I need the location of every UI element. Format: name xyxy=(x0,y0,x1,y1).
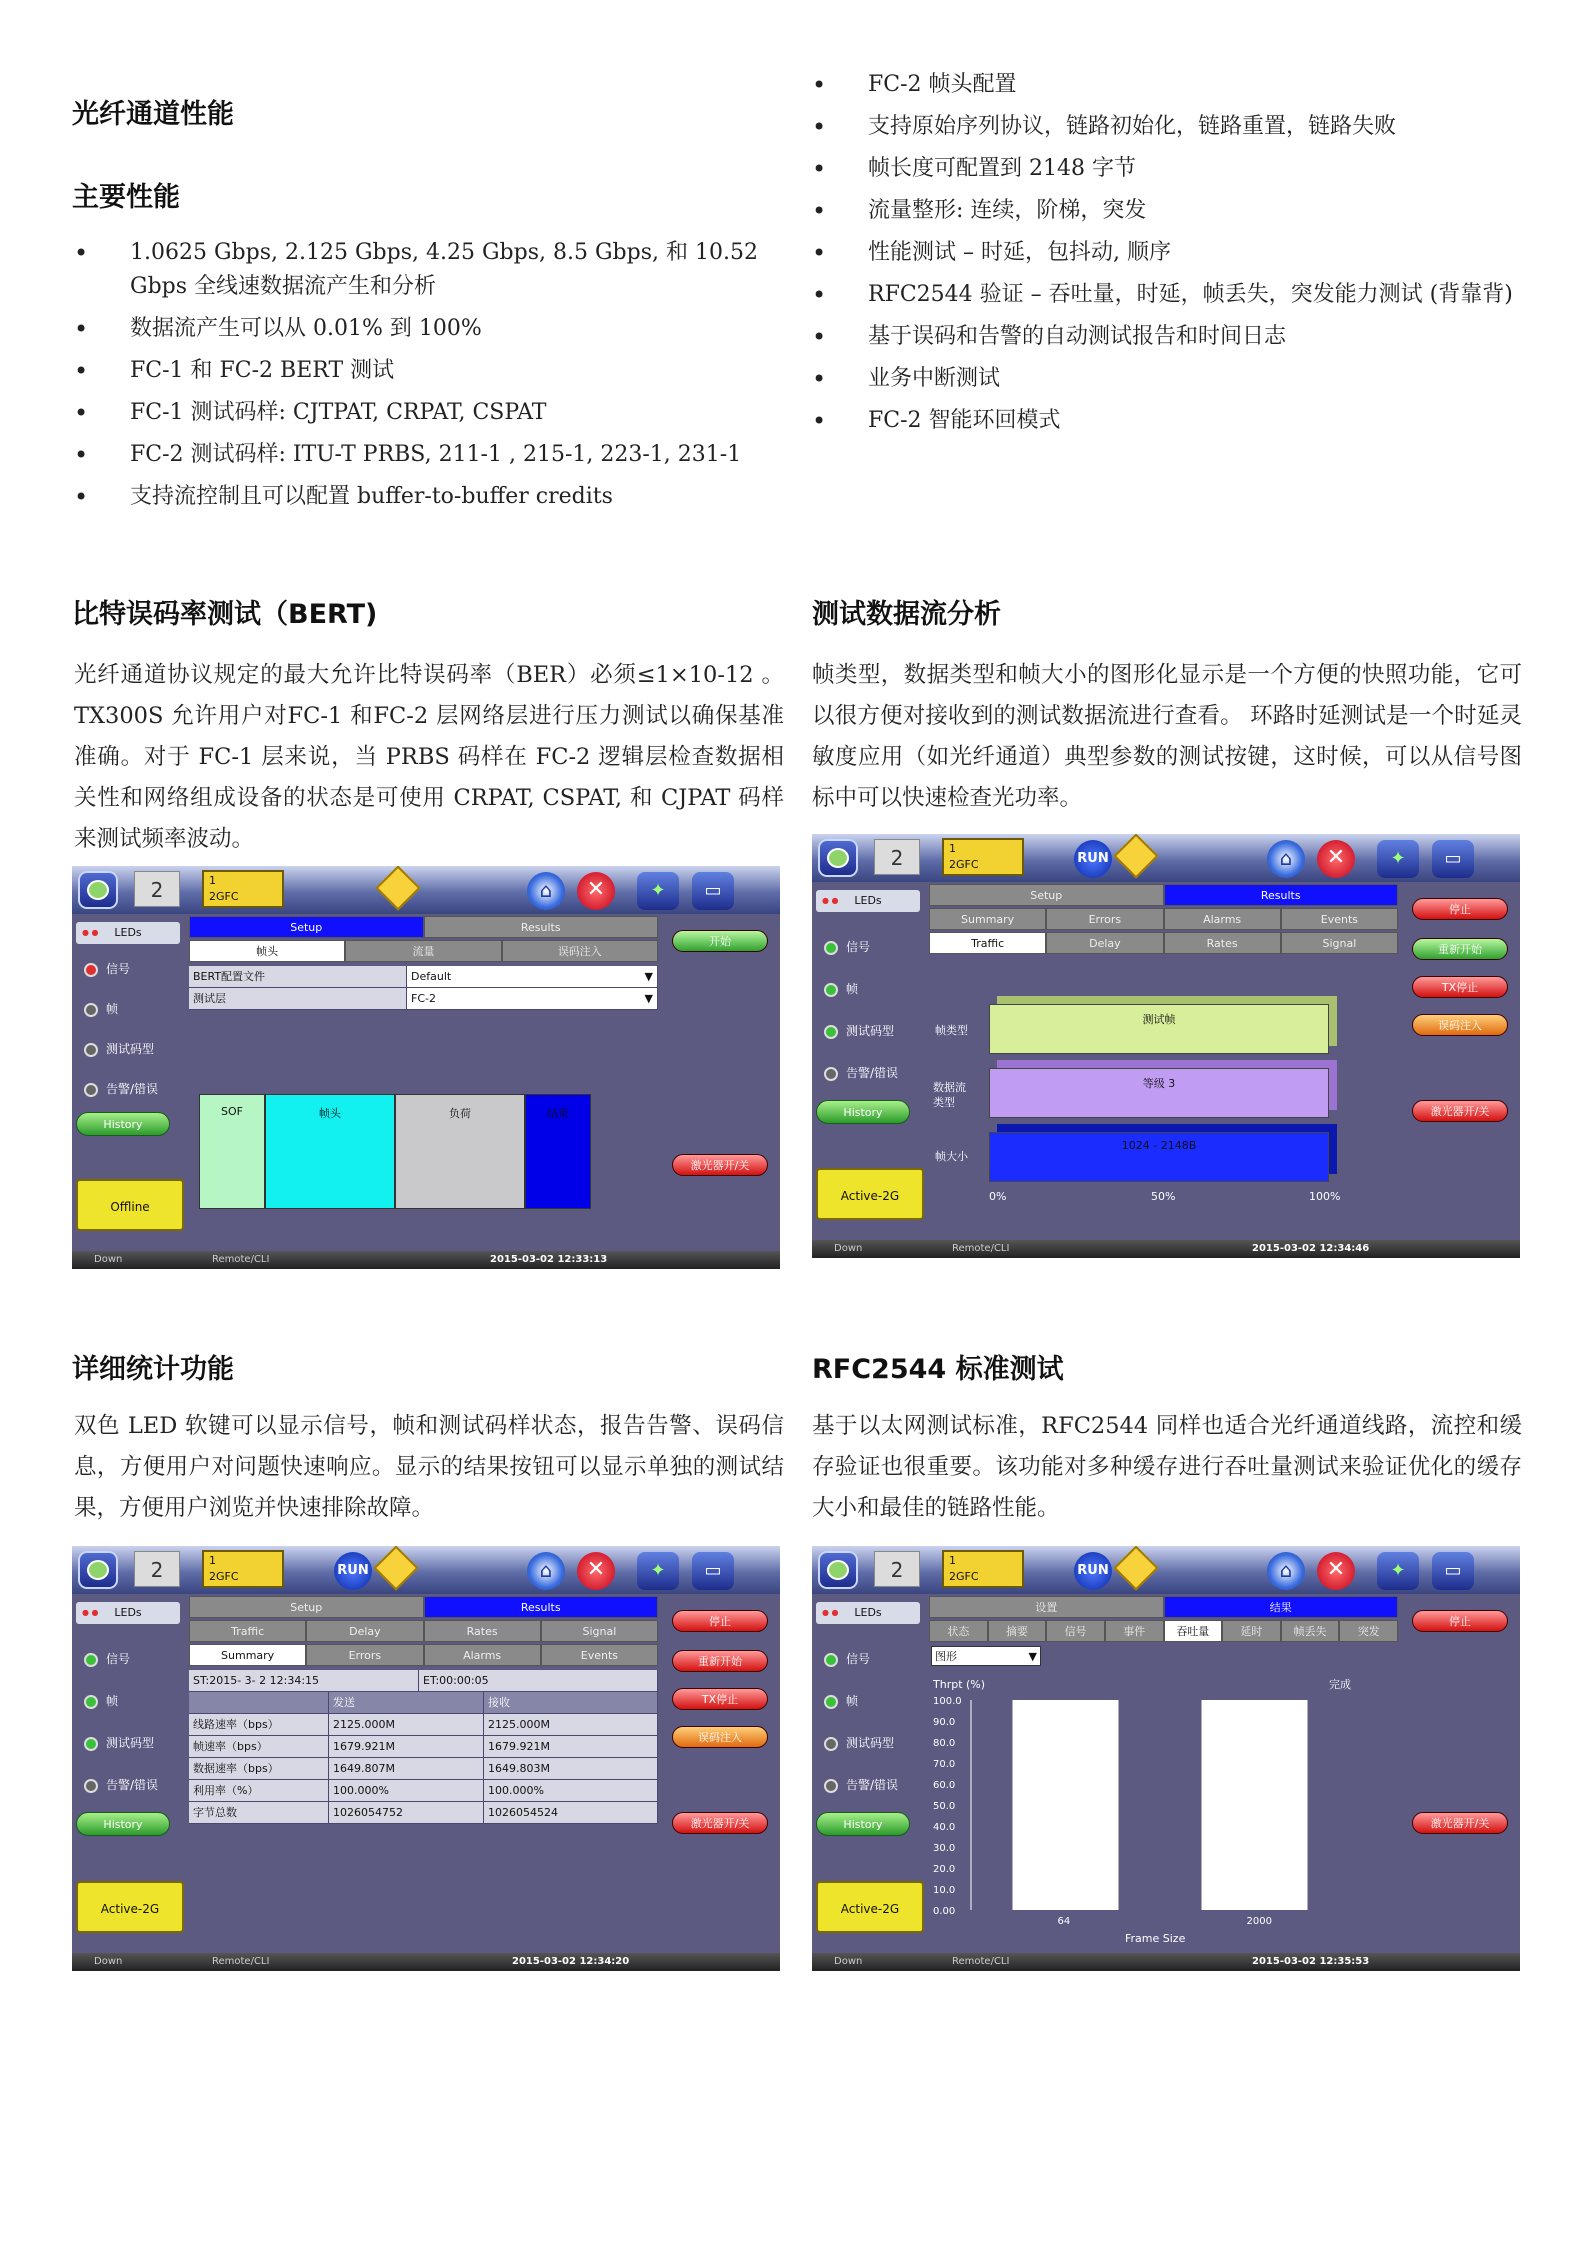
tab-signal[interactable]: Signal xyxy=(541,1620,658,1642)
y-tick-label: 70.0 xyxy=(933,1759,956,1770)
section-heading-stream: 测试数据流分析 xyxy=(812,599,1001,630)
lamp-pattern: 测试码型 xyxy=(84,1040,154,1057)
history-button[interactable]: History xyxy=(76,1812,170,1836)
status-remote: Remote/CLI xyxy=(952,1243,1010,1254)
y-tick-label: 40.0 xyxy=(933,1822,956,1833)
tabs-level2 xyxy=(929,1620,1398,1642)
status-down: Down xyxy=(94,1956,123,1967)
list-item: • 支持原始序列协议，链路初始化，链路重置，链路失败 xyxy=(812,110,1524,144)
tab-setup[interactable]: Setup xyxy=(189,1596,424,1618)
history-button[interactable]: History xyxy=(816,1812,910,1836)
tab-events[interactable]: Events xyxy=(1281,908,1398,930)
toolbar xyxy=(812,834,1520,882)
lamp-frame: 帧 xyxy=(824,980,858,997)
tab-traffic[interactable]: Traffic xyxy=(189,1620,306,1642)
tab-results[interactable]: Results xyxy=(1164,884,1399,906)
tab-errors[interactable]: Errors xyxy=(1046,908,1163,930)
close-icon[interactable]: ✕ xyxy=(1317,840,1355,878)
tab-summary[interactable]: Summary xyxy=(189,1644,306,1666)
axis-100: 100% xyxy=(1309,1190,1341,1203)
home-icon[interactable]: ⌂ xyxy=(527,1552,565,1590)
y-tick-label: 50.0 xyxy=(933,1801,956,1812)
view-select[interactable]: 图形 ▼ xyxy=(931,1646,1041,1666)
frame-diagram xyxy=(199,1094,599,1224)
lamp-pattern: 测试码型 xyxy=(84,1734,154,1751)
logo-icon[interactable] xyxy=(78,871,118,909)
port-badge[interactable]: 1 2GFC xyxy=(202,870,284,908)
led-panel xyxy=(72,914,187,1251)
y-tick-label: 90.0 xyxy=(933,1717,956,1728)
close-icon[interactable]: ✕ xyxy=(577,1552,615,1590)
laser-toggle-button[interactable]: 激光器开/关 xyxy=(1412,1100,1508,1122)
main-panel xyxy=(189,1596,658,1953)
section-heading-bert: 比特误码率测试（BERT) xyxy=(72,599,378,630)
profile-select[interactable]: Default ▼ xyxy=(407,966,658,987)
tab-events[interactable]: Events xyxy=(541,1644,658,1666)
x-category-label: 64 xyxy=(1057,1916,1071,1927)
status-bar xyxy=(72,1251,780,1269)
tab-rates[interactable]: Rates xyxy=(1164,932,1281,954)
port-badge[interactable]: 1 2GFC xyxy=(942,838,1024,876)
port-badge[interactable]: 1 2GFC xyxy=(942,1550,1024,1588)
frame-payload: 负荷 xyxy=(395,1094,525,1209)
tab-setup[interactable]: 设置 xyxy=(929,1596,1164,1618)
lamp-frame: 帧 xyxy=(84,1692,118,1709)
axis-0: 0% xyxy=(989,1190,1007,1203)
action-panel xyxy=(660,914,780,1251)
status-time: 2015-03-02 12:34:20 xyxy=(512,1956,630,1967)
action-panel xyxy=(1400,1594,1520,1953)
list-item: • FC-2 智能环回模式 xyxy=(812,404,1524,438)
toolbar xyxy=(72,1546,780,1594)
lamp-signal: 信号 xyxy=(824,1650,870,1667)
frame-header: 帧头 xyxy=(265,1094,395,1209)
list-item: • FC-1 和 FC-2 BERT 测试 xyxy=(74,354,786,388)
col-tx: 发送 xyxy=(329,1692,484,1713)
run-icon[interactable]: RUN xyxy=(334,1552,372,1590)
tab-alarms[interactable]: Alarms xyxy=(1164,908,1281,930)
lamp-alarm: 告警/错误 xyxy=(824,1064,898,1081)
folder-icon[interactable]: ▭ xyxy=(692,872,734,910)
status-bar xyxy=(812,1953,1520,1971)
port-badge[interactable]: 1 2GFC xyxy=(202,1550,284,1588)
status-time: 2015-03-02 12:35:53 xyxy=(1252,1956,1370,1967)
chart-xlabel: Frame Size xyxy=(1125,1932,1186,1945)
lamp-alarm: 告警/错误 xyxy=(84,1080,158,1097)
tools-icon[interactable]: ✦ xyxy=(1377,840,1419,878)
throughput-chart xyxy=(929,1670,1395,1950)
y-tick-label: 0.00 xyxy=(933,1906,956,1917)
status-time: 2015-03-02 12:33:13 xyxy=(490,1254,608,1265)
logo-icon[interactable] xyxy=(818,1551,858,1589)
led-panel xyxy=(812,882,927,1240)
list-item: • 帧长度可配置到 2148 字节 xyxy=(812,152,1524,186)
tab-setup[interactable]: Setup xyxy=(189,916,424,938)
action-panel xyxy=(1400,882,1520,1240)
screenshot-stats xyxy=(72,1546,780,1971)
port-number[interactable]: 2 xyxy=(874,839,920,875)
laser-toggle-button[interactable]: 激光器开/关 xyxy=(672,1812,768,1834)
diamond-icon[interactable] xyxy=(375,866,420,911)
tab-results[interactable]: Results xyxy=(424,916,659,938)
tab-summary[interactable]: 摘要 xyxy=(988,1620,1047,1642)
history-button[interactable]: History xyxy=(816,1100,910,1124)
y-tick-label: 80.0 xyxy=(933,1738,956,1749)
layer-select[interactable]: FC-2 ▼ xyxy=(407,988,658,1009)
row-label: BERT配置文件 xyxy=(189,966,407,987)
frame-sof: SOF xyxy=(199,1094,265,1209)
tabs-level2 xyxy=(189,940,658,962)
port-number[interactable]: 2 xyxy=(134,871,180,907)
lamp-pattern: 测试码型 xyxy=(824,1022,894,1039)
main-panel xyxy=(929,884,1398,1240)
list-item: • FC-2 帧头配置 xyxy=(812,68,1524,102)
table-row: 线路速率（bps） 2125.000M 2125.000M xyxy=(189,1714,658,1736)
bar-frame-type: 测试帧 xyxy=(989,1004,1329,1054)
section-heading-rfc2544: RFC2544 标准测试 xyxy=(812,1354,1064,1385)
led-panel xyxy=(812,1594,927,1953)
status-down: Down xyxy=(834,1243,863,1254)
status-down: Down xyxy=(94,1254,123,1265)
tab-burst[interactable]: 突发 xyxy=(1339,1620,1398,1642)
run-icon[interactable]: RUN xyxy=(1074,1552,1112,1590)
y-tick-label: 60.0 xyxy=(933,1780,956,1791)
tabs-level3 xyxy=(189,1644,658,1666)
logo-icon[interactable] xyxy=(818,839,858,877)
section-heading-stats: 详细统计功能 xyxy=(72,1354,234,1385)
row-label: 测试层 xyxy=(189,988,407,1009)
tabs-level2 xyxy=(929,908,1398,930)
tab-throughput[interactable]: 吞吐量 xyxy=(1164,1620,1223,1642)
list-item: • 支持流控制且可以配置 buffer-to-buffer credits xyxy=(74,480,786,514)
frame-end: 结束 xyxy=(525,1094,591,1209)
features-list-right xyxy=(812,68,1524,446)
label-frame-type: 帧类型 xyxy=(935,1024,968,1037)
bar-frame-size: 1024 - 2148B xyxy=(989,1132,1329,1182)
y-tick-label: 10.0 xyxy=(933,1885,956,1896)
tab-signal[interactable]: 信号 xyxy=(1046,1620,1105,1642)
laser-toggle-button[interactable]: 激光器开/关 xyxy=(1412,1812,1508,1834)
restart-button[interactable]: 重新开始 xyxy=(672,1650,768,1672)
tab-traffic[interactable]: 流量 xyxy=(345,940,501,962)
tools-icon[interactable]: ✦ xyxy=(637,1552,679,1590)
list-item: • 数据流产生可以从 0.01% 到 100% xyxy=(74,312,786,346)
y-tick-label: 100.0 xyxy=(933,1696,962,1707)
lamp-alarm: 告警/错误 xyxy=(84,1776,158,1793)
list-item: • RFC2544 验证 – 吞吐量，时延，帧丢失，突发能力测试 (背靠背) xyxy=(812,278,1524,312)
diamond-icon[interactable] xyxy=(1113,1546,1158,1591)
stop-button[interactable]: 停止 xyxy=(672,1610,768,1632)
bar-64 xyxy=(1013,1700,1119,1910)
lamp-alarm: 告警/错误 xyxy=(824,1776,898,1793)
folder-icon[interactable]: ▭ xyxy=(1432,1552,1474,1590)
list-item: • FC-2 测试码样: ITU-T PRBS, 211-1 , 215-1, 223-1, 231-1 xyxy=(74,438,786,472)
axis-50: 50% xyxy=(1151,1190,1176,1203)
mode-button[interactable]: Active-2G xyxy=(816,1881,924,1933)
stop-button[interactable]: 停止 xyxy=(1412,1610,1508,1632)
elapsed-time: ET:00:00:05 xyxy=(419,1670,658,1691)
tab-status[interactable]: 状态 xyxy=(929,1620,988,1642)
list-item: • 1.0625 Gbps, 2.125 Gbps, 4.25 Gbps, 8.5 Gbps, 和 10.52 Gbps 全线速数据流产生和分析 xyxy=(74,236,786,304)
action-panel xyxy=(660,1594,780,1953)
section-text-bert: 光纤通道协议规定的最大允许比特误码率（BER）必须≤1×10-12 。TX300S 允许用户对FC-1 和FC-2 层网络层进行压力测试以确保基准准确。对于 FC-1 层来说，当 PRBS 码样在 FC-2 逻辑层检查数据相关性和网络组成设备的状态是可使用 CRPAT, CSPAT, 和 CJPAT 码样来测试频率波动。 xyxy=(74,662,784,852)
status-remote: Remote/CLI xyxy=(212,1254,270,1265)
x-category-label: 2000 xyxy=(1246,1916,1272,1927)
chart-status: 完成 xyxy=(1329,1678,1351,1691)
lamp-signal: 信号 xyxy=(824,938,870,955)
close-icon[interactable]: ✕ xyxy=(1317,1552,1355,1590)
lamp-frame: 帧 xyxy=(824,1692,858,1709)
tab-traffic[interactable]: Traffic xyxy=(929,932,1046,954)
screenshot-rfc2544 xyxy=(812,1546,1520,1971)
bar-data-type: 等级 3 xyxy=(989,1068,1329,1118)
y-tick-label: 30.0 xyxy=(933,1843,956,1854)
tools-icon[interactable]: ✦ xyxy=(1377,1552,1419,1590)
status-down: Down xyxy=(834,1956,863,1967)
status-bar xyxy=(812,1240,1520,1258)
port-number[interactable]: 2 xyxy=(134,1551,180,1587)
config-table xyxy=(189,966,658,1010)
lamp-signal: 信号 xyxy=(84,960,130,977)
tabs-level1 xyxy=(189,1596,658,1618)
error-inject-button[interactable]: 误码注入 xyxy=(1412,1014,1508,1036)
list-item: • 流量整形: 连续，阶梯，突发 xyxy=(812,194,1524,228)
home-icon[interactable]: ⌂ xyxy=(527,872,565,910)
mode-button[interactable]: Active-2G xyxy=(816,1168,924,1220)
home-icon[interactable]: ⌂ xyxy=(1267,1552,1305,1590)
chart-ylabel: Thrpt (%) xyxy=(933,1678,986,1691)
leds-label: ● ● LEDs xyxy=(816,890,920,912)
tab-delay[interactable]: Delay xyxy=(1046,932,1163,954)
label-frame-size: 帧大小 xyxy=(935,1150,968,1163)
lamp-signal: 信号 xyxy=(84,1650,130,1667)
lamp-pattern: 测试码型 xyxy=(824,1734,894,1751)
led-panel xyxy=(72,1594,187,1953)
status-bar xyxy=(72,1953,780,1971)
status-remote: Remote/CLI xyxy=(212,1956,270,1967)
tx-stop-button[interactable]: TX停止 xyxy=(1412,976,1508,998)
restart-button[interactable]: 重新开始 xyxy=(1412,938,1508,960)
diamond-icon[interactable] xyxy=(1113,834,1158,879)
folder-icon[interactable]: ▭ xyxy=(692,1552,734,1590)
mode-button[interactable]: Active-2G xyxy=(76,1881,184,1933)
tab-frame-loss[interactable]: 帧丢失 xyxy=(1281,1620,1340,1642)
logo-icon[interactable] xyxy=(78,1551,118,1589)
bar-2000 xyxy=(1202,1700,1308,1910)
tab-setup[interactable]: Setup xyxy=(929,884,1164,906)
status-remote: Remote/CLI xyxy=(952,1956,1010,1967)
tabs-level3 xyxy=(929,932,1398,954)
tab-summary[interactable]: Summary xyxy=(929,908,1046,930)
list-item: • 性能测试 – 时延，包抖动, 顺序 xyxy=(812,236,1524,270)
features-list-left xyxy=(74,236,786,522)
stop-button[interactable]: 停止 xyxy=(1412,898,1508,920)
run-icon[interactable]: RUN xyxy=(1074,840,1112,878)
history-button[interactable]: History xyxy=(76,1112,170,1136)
screenshot-stream xyxy=(812,834,1520,1258)
leds-label: ● ● LEDs xyxy=(816,1602,920,1624)
start-button[interactable]: 开始 xyxy=(672,930,768,952)
tab-delay[interactable]: Delay xyxy=(306,1620,423,1642)
leds-label: ● ● LEDs xyxy=(76,922,180,944)
tab-error-inject[interactable]: 误码注入 xyxy=(502,940,658,962)
mode-button[interactable]: Offline xyxy=(76,1179,184,1231)
tools-icon[interactable]: ✦ xyxy=(637,872,679,910)
tx-stop-button[interactable]: TX停止 xyxy=(672,1688,768,1710)
folder-icon[interactable]: ▭ xyxy=(1432,840,1474,878)
toolbar xyxy=(72,866,780,914)
tab-events[interactable]: 事件 xyxy=(1105,1620,1164,1642)
leds-label: ● ● LEDs xyxy=(76,1602,180,1624)
stats-table xyxy=(189,1670,658,1824)
main-panel xyxy=(929,1596,1398,1953)
table-row: 数据速率（bps） 1649.807M 1649.803M xyxy=(189,1758,658,1780)
tabs-level1 xyxy=(929,884,1398,906)
toolbar xyxy=(812,1546,1520,1594)
port-number[interactable]: 2 xyxy=(874,1551,920,1587)
laser-toggle-button[interactable]: 激光器开/关 xyxy=(672,1154,768,1176)
y-tick-label: 20.0 xyxy=(933,1864,956,1875)
main-panel xyxy=(189,916,658,1251)
section-text-stats: 双色 LED 软键可以显示信号，帧和测试码样状态，报告告警、误码信息，方便用户对问题快速响应。显示的结果按钮可以显示单独的测试结果，方便用户浏览并快速排除故障。 xyxy=(74,1413,784,1521)
table-row: 字节总数 1026054752 1026054524 xyxy=(189,1802,658,1824)
home-icon[interactable]: ⌂ xyxy=(1267,840,1305,878)
tab-rates[interactable]: Rates xyxy=(424,1620,541,1642)
screenshot-bert xyxy=(72,866,780,1269)
tab-results[interactable]: 结果 xyxy=(1164,1596,1399,1618)
table-row: 利用率（%） 100.000% 100.000% xyxy=(189,1780,658,1802)
tab-latency[interactable]: 延时 xyxy=(1222,1620,1281,1642)
tabs-level2 xyxy=(189,1620,658,1642)
features-heading: 主要性能 xyxy=(72,182,180,213)
tabs-level1 xyxy=(929,1596,1398,1618)
col-rx: 接收 xyxy=(484,1692,658,1713)
section-text-rfc2544: 基于以太网测试标准，RFC2544 同样也适合光纤通道线路，流控和缓存验证也很重要。该功能对多种缓存进行吞吐量测试来验证优化的缓存大小和最佳的链路性能。 xyxy=(812,1413,1522,1521)
list-item: • FC-1 测试码样: CJTPAT, CRPAT, CSPAT xyxy=(74,396,786,430)
tab-header[interactable]: 帧头 xyxy=(189,940,345,962)
diamond-icon[interactable] xyxy=(373,1546,418,1591)
section-text-stream: 帧类型，数据类型和帧大小的图形化显示是一个方便的快照功能，它可以很方便对接收到的测试数据流进行查看。 环路时延测试是一个时延灵敏度应用（如光纤通道）典型参数的测试按键，这时候，可以从信号图标中可以快速检查光功率。 xyxy=(812,662,1522,811)
tabs-level1 xyxy=(189,916,658,938)
tab-results[interactable]: Results xyxy=(424,1596,659,1618)
page-title: 光纤通道性能 xyxy=(72,99,234,130)
list-item: • 基于误码和告警的自动测试报告和时间日志 xyxy=(812,320,1524,354)
start-time: ST:2015- 3- 2 12:34:15 xyxy=(189,1670,419,1691)
tab-alarms[interactable]: Alarms xyxy=(424,1644,541,1666)
status-time: 2015-03-02 12:34:46 xyxy=(1252,1243,1370,1254)
error-inject-button[interactable]: 误码注入 xyxy=(672,1726,768,1748)
table-row: 帧速率（bps） 1679.921M 1679.921M xyxy=(189,1736,658,1758)
close-icon[interactable]: ✕ xyxy=(577,872,615,910)
list-item: • 业务中断测试 xyxy=(812,362,1524,396)
tab-errors[interactable]: Errors xyxy=(306,1644,423,1666)
tab-signal[interactable]: Signal xyxy=(1281,932,1398,954)
label-data-type: 数据流类型 xyxy=(933,1081,966,1109)
lamp-frame: 帧 xyxy=(84,1000,118,1017)
